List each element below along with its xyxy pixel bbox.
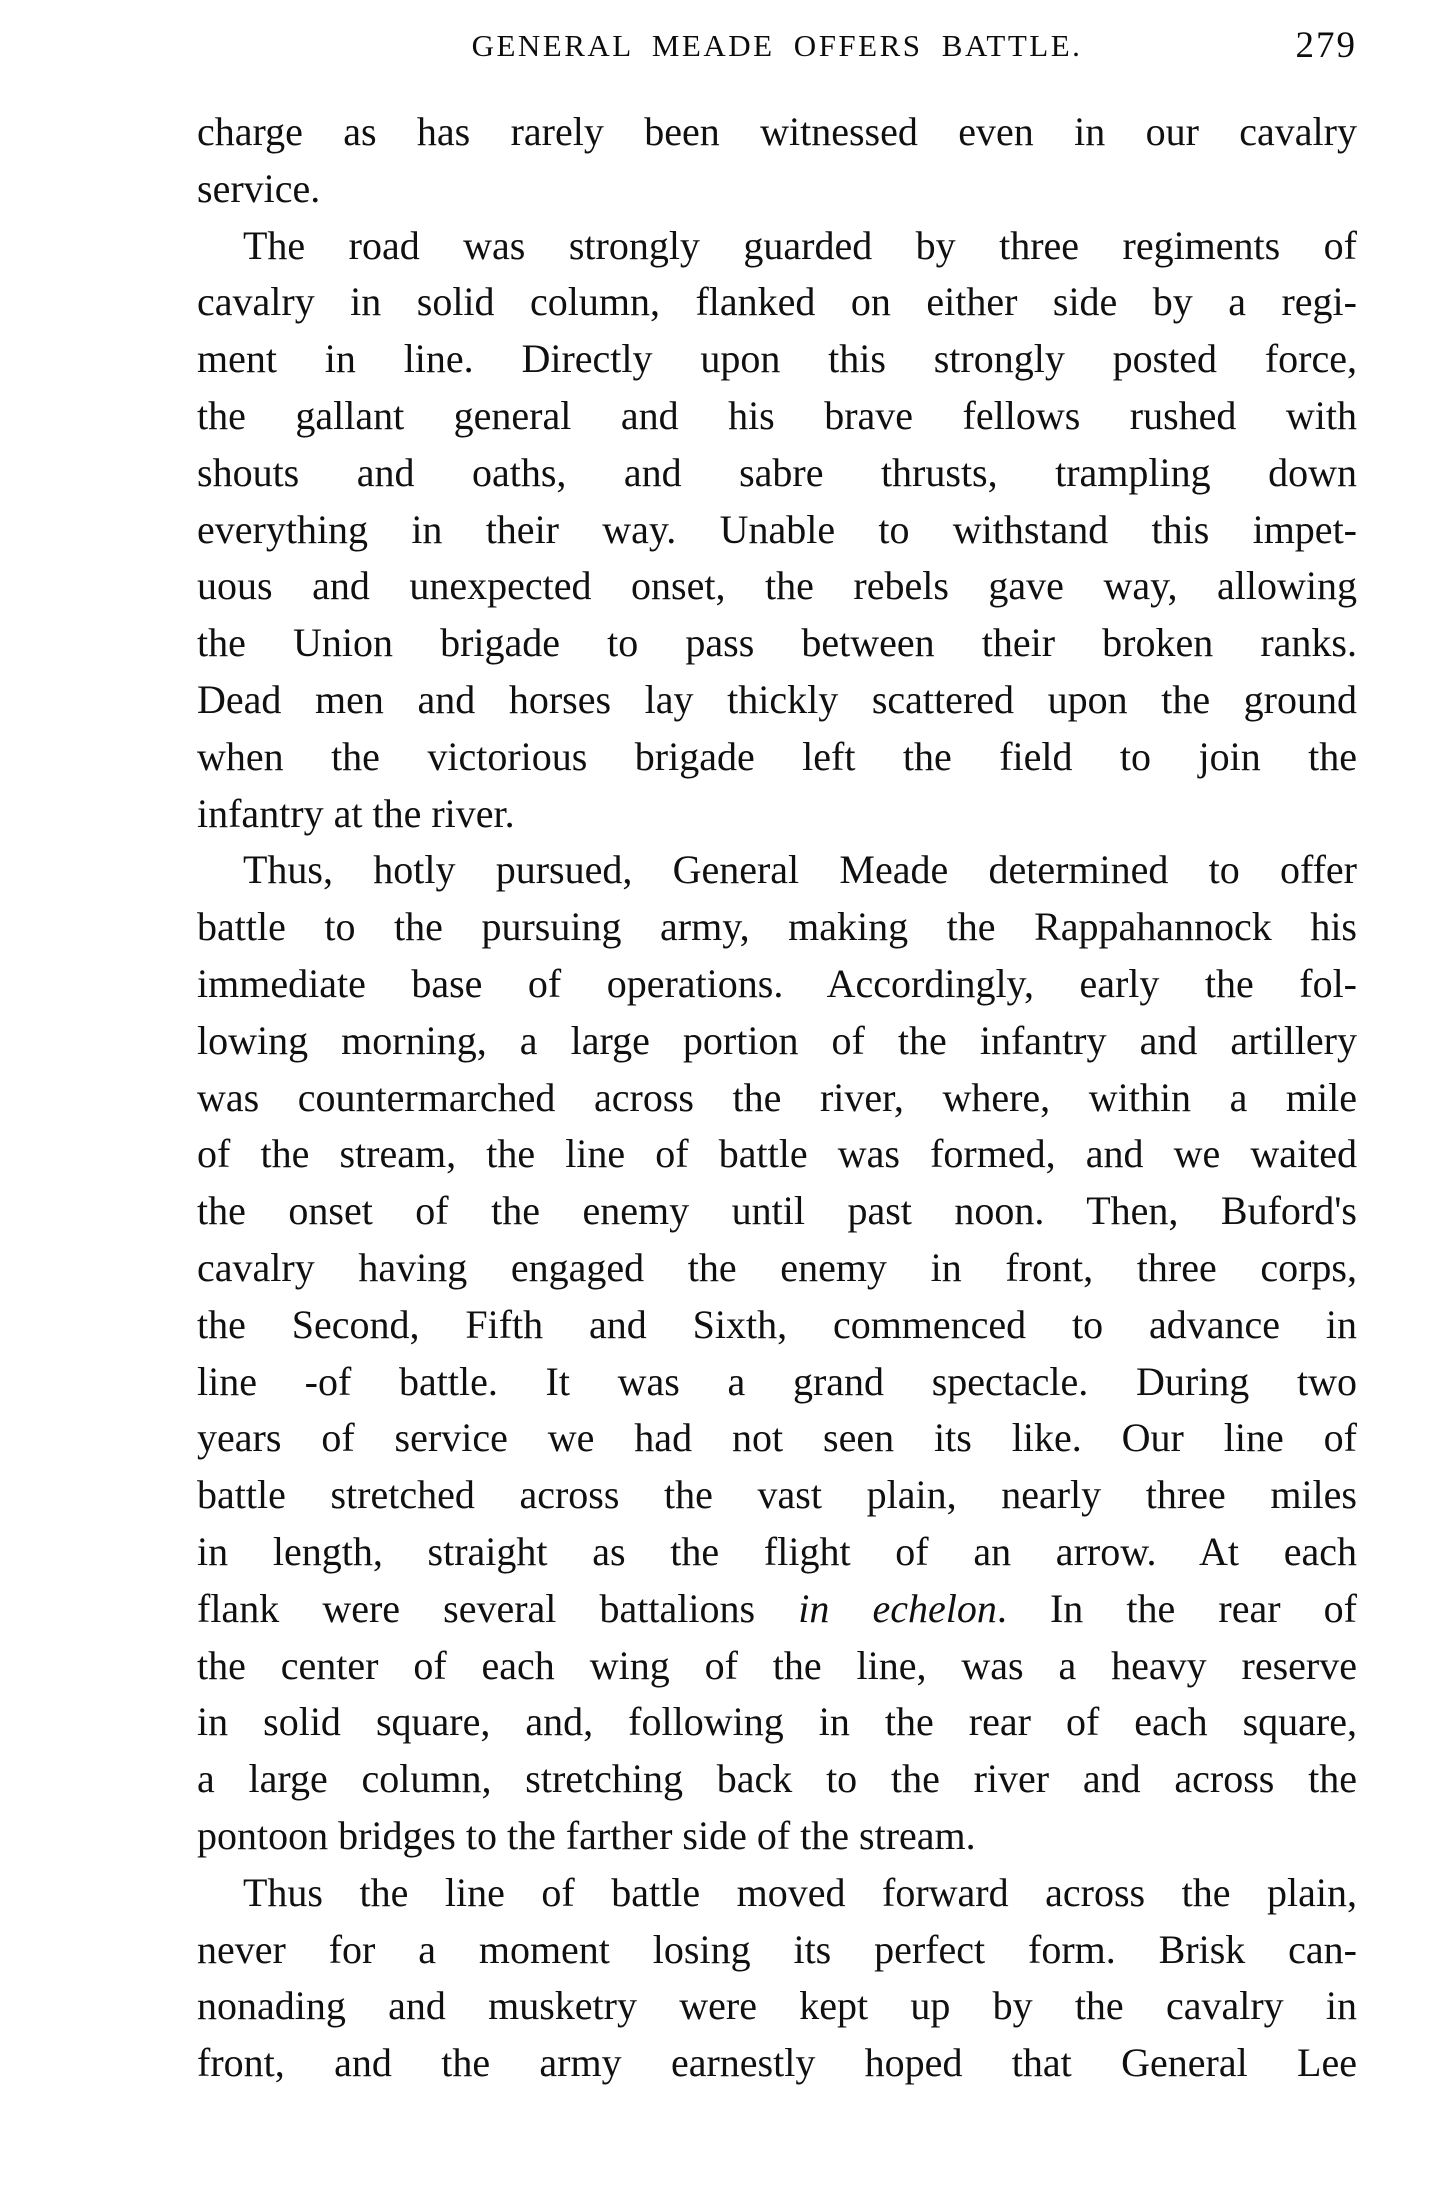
text-line: shouts and oaths, and sabre thrusts, trampling down <box>197 449 1357 495</box>
text-line: the Second, Fifth and Sixth, commenced to advance in <box>197 1301 1357 1347</box>
text-segment: flank were several battalions <box>197 1585 799 1631</box>
text-line <box>197 1581 1357 1638</box>
text-line: The road was strongly guarded by three regiments of <box>243 222 1357 268</box>
italic-text-segment: in echelon <box>798 1585 997 1631</box>
paragraph <box>197 104 1357 218</box>
text-line: in length, straight as the flight of an arrow. At each <box>197 1528 1357 1574</box>
text-line: service. <box>197 165 321 211</box>
text-line: immediate base of operations. Accordingly, early the fol- <box>197 960 1357 1006</box>
text-line: battle stretched across the vast plain, nearly three miles <box>197 1472 1357 1518</box>
text-line: the onset of the enemy until past noon. Then, Buford's <box>197 1188 1357 1234</box>
text-line: was countermarched across the river, where, within a mile <box>197 1074 1357 1120</box>
running-header <box>197 25 1357 72</box>
text-line: ment in line. Directly upon this strongly posted force, <box>197 336 1357 382</box>
text-line: pontoon bridges to the farther side of the stream. <box>197 1812 976 1858</box>
text-line: never for a moment losing its perfect form. Brisk can- <box>197 1926 1357 1972</box>
text-line: in solid square, and, following in the rear of each square, <box>197 1699 1357 1745</box>
text-line: charge as has rarely been witnessed even in our cavalry <box>197 109 1357 154</box>
text-line: of the stream, the line of battle was formed, and we waited <box>197 1131 1357 1177</box>
text-line: infantry at the river. <box>197 790 515 836</box>
text-line: cavalry in solid column, flanked on either side by a regi- <box>197 279 1357 325</box>
paragraph <box>197 1865 1357 2092</box>
text-line: nonading and musketry were kept up by the cavalry in <box>197 1983 1357 2029</box>
page-body <box>197 104 1357 2092</box>
text-line: Thus the line of battle moved forward across the plain, <box>243 1869 1357 1915</box>
text-line: the center of each wing of the line, was a heavy reserve <box>197 1642 1357 1688</box>
page-number: 279 <box>1295 25 1357 66</box>
text-line: years of service we had not seen its like. Our line of <box>197 1415 1357 1461</box>
text-line: front, and the army earnestly hoped that General Lee <box>197 2040 1357 2086</box>
text-line: cavalry having engaged the enemy in front, three corps, <box>197 1244 1357 1290</box>
text-line: uous and unexpected onset, the rebels gave way, allowing <box>197 563 1357 609</box>
text-line: a large column, stretching back to the river and across the <box>197 1756 1357 1802</box>
text-line: lowing morning, a large portion of the infantry and artillery <box>197 1017 1357 1063</box>
text-line: battle to the pursuing army, making the Rappahannock his <box>197 904 1357 950</box>
header-title: GENERAL MEADE OFFERS BATTLE. <box>471 28 1083 63</box>
text-line: line -of battle. It was a grand spectacle. During two <box>197 1358 1357 1404</box>
paragraph <box>197 842 1357 1864</box>
text-line: Thus, hotly pursued, General Meade determined to offer <box>243 847 1357 893</box>
text-line: the gallant general and his brave fellows rushed with <box>197 392 1357 438</box>
paragraph <box>197 218 1357 843</box>
text-line: Dead men and horses lay thickly scattered upon the ground <box>197 676 1357 722</box>
text-segment: . In the rear of <box>996 1585 1357 1631</box>
text-line: the Union brigade to pass between their broken ranks. <box>197 620 1357 666</box>
text-line: when the victorious brigade left the field to join the <box>197 733 1357 779</box>
text-line: everything in their way. Unable to withstand this impet- <box>197 506 1357 552</box>
